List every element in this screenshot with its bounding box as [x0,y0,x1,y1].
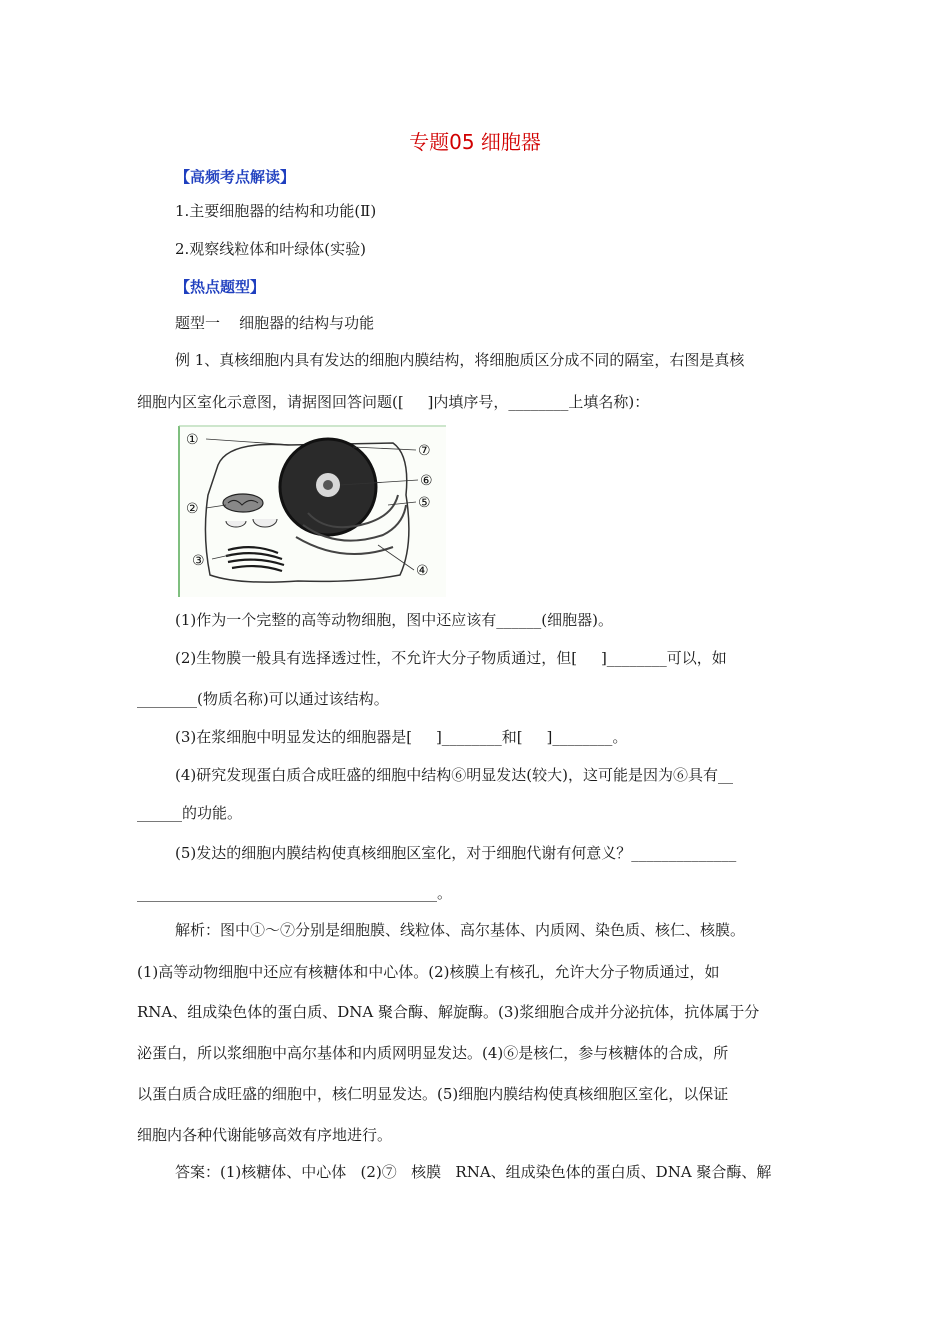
type-heading: 题型一 细胞器的结构与功能 [175,314,375,332]
analysis-line-3: RNA、组成染色体的蛋白质、DNA 聚合酶、解旋酶。(3)浆细胞合成并分泌抗体，抗体属于分 [137,1003,760,1021]
question-4: (4)研究发现蛋白质合成旺盛的细胞中结构⑥明显发达(较大)，这可能是因为⑥具有__ [175,766,733,784]
example-line-1: 例 1、真核细胞内具有发达的细胞内膜结构，将细胞质区分成不同的隔室，右图是真核 [175,351,745,369]
section-interpretation: 【高频考点解读】 [175,168,296,186]
answer-line: 答案：(1)核糖体、中心体 (2)⑦ 核膜 RNA、组成染色体的蛋白质、DNA 聚合酶、解 [175,1163,772,1181]
label-4: ④ [416,563,429,579]
label-7: ⑦ [418,443,431,459]
analysis-line-5: 以蛋白质合成旺盛的细胞中，核仁明显发达。(5)细胞内膜结构使真核细胞区室化，以保证 [137,1085,729,1103]
point-1: 1.主要细胞器的结构和功能(Ⅱ) [175,202,377,220]
analysis-line-1: 解析：图中①～⑦分别是细胞膜、线粒体、高尔基体、内质网、染色质、核仁、核膜。 [175,921,746,939]
analysis-line-4: 泌蛋白，所以浆细胞中高尔基体和内质网明显发达。(4)⑥是核仁，参与核糖体的合成，所 [137,1044,729,1062]
label-5: ⑤ [418,495,431,511]
example-line-2: 细胞内区室化示意图，请据图回答问题([ ]内填序号，________上填名称)： [137,393,650,411]
cell-diagram-svg [178,425,446,597]
label-6: ⑥ [420,473,433,489]
cell-diagram [178,425,446,597]
label-3: ③ [192,553,205,569]
question-2-cont: ________(物质名称)可以通过该结构。 [137,690,389,708]
point-2: 2.观察线粒体和叶绿体(实验) [175,240,367,258]
analysis-line-2: (1)高等动物细胞中还应有核糖体和中心体。(2)核膜上有核孔，允许大分子物质通过，如 [137,963,720,981]
section-hot-types: 【热点题型】 [175,278,266,296]
analysis-line-6: 细胞内各种代谢能够高效有序地进行。 [137,1126,393,1144]
label-1: ① [186,432,199,448]
page-title: 专题05 细胞器 [409,130,541,154]
question-4-cont: ______的功能。 [137,804,243,822]
question-5: (5)发达的细胞内膜结构使真核细胞区室化，对于细胞代谢有何意义？______________ [175,844,737,862]
question-2: (2)生物膜一般具有选择透过性，不允许大分子物质通过，但[ ]________可以，如 [175,649,727,667]
label-2: ② [186,501,199,517]
mitochondrion [223,494,263,512]
question-3: (3)在浆细胞中明显发达的细胞器是[ ]________和[ ]________。 [175,728,628,746]
question-5-cont: ________________________________________。 [137,884,453,902]
question-1: (1)作为一个完整的高等动物细胞，图中还应该有______(细胞器)。 [175,611,613,629]
